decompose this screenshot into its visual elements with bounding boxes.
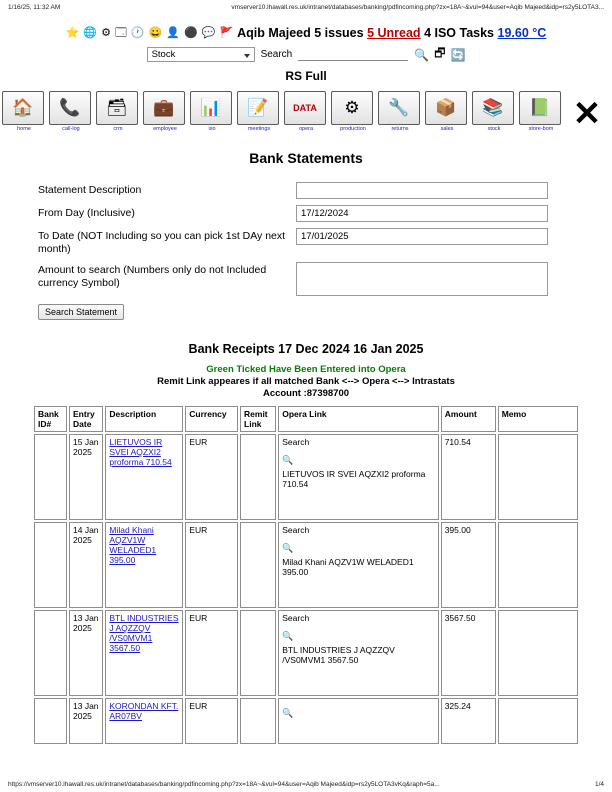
module-store-bom-label: store-bom (528, 126, 554, 132)
cogs-icon: ⚙ (331, 91, 373, 125)
briefcase-icon: 💼 (143, 91, 185, 125)
page-title: Bank Statements (249, 150, 363, 166)
module-opera-label: opera (298, 126, 314, 132)
module-opera[interactable] (284, 91, 328, 132)
table-row (34, 698, 578, 744)
form-row-description (38, 182, 574, 199)
module-returns[interactable] (378, 91, 422, 132)
col-amount: Amount (441, 406, 496, 432)
module-stock[interactable] (472, 91, 516, 132)
person-icon[interactable]: 👤 (166, 26, 181, 39)
print-datetime: 1/16/25, 11:32 AM (8, 4, 61, 11)
cell-opera-link[interactable] (278, 698, 438, 744)
opera-match-text: BTL INDUSTRIES J AQZZQV /VS0MVM1 3567.50 (282, 645, 395, 665)
receipts-heading: Bank Receipts 17 Dec 2024 16 Jan 2025 (188, 342, 424, 356)
cell-bank-id (34, 522, 67, 608)
rs-full-label: RS Full (285, 69, 327, 83)
phone-icon: 📞 (49, 91, 91, 125)
opera-search-label[interactable]: Search (282, 525, 310, 535)
gear-icon[interactable]: ⚙ (101, 26, 111, 39)
magnifier-icon[interactable]: 🔍 (282, 455, 294, 465)
module-icon-strip (0, 89, 612, 136)
card-file-icon: 🗃 (96, 91, 138, 125)
label-amount-to-search: Amount to search (Numbers only do not Included currency Symbol) (38, 264, 267, 289)
cell-remit-link[interactable] (240, 610, 276, 696)
description-link[interactable]: LIETUVOS IR SVEI AQZXI2 proforma 710.54 (109, 437, 172, 467)
chat-icon[interactable]: 💬 (201, 26, 216, 39)
account-number: Account :87398700 (262, 388, 350, 399)
cell-entry-date: 13 Jan 2025 (69, 610, 103, 696)
cell-opera-link[interactable] (278, 522, 438, 608)
description-link[interactable]: BTL INDUSTRIES J AQZZQV /VS0MVM1 3567.50 (109, 613, 179, 653)
banner-unread[interactable]: 5 Unread (367, 26, 421, 40)
col-memo: Memo (498, 406, 578, 432)
books-icon: 📚 (472, 91, 514, 125)
module-crm[interactable] (96, 91, 140, 132)
print-footer-url: https://vmserver10.lhawall.res.uk/intranet/databases/banking/pdfincoming.php?zx=18A~&vul=94&user=Aqib Majeed&idp=rs2y5LOTA3vKq&raph=5a... (8, 781, 440, 788)
banner-temperature[interactable]: 19.60 °C (497, 26, 547, 40)
description-link[interactable]: Milad Khani AQZV1W WELADED1 395.00 (109, 525, 157, 565)
cell-description[interactable] (105, 698, 183, 744)
form-row-from-day (38, 205, 574, 222)
statement-search-form (38, 182, 574, 320)
search-label: Search (260, 49, 293, 60)
cell-memo[interactable] (498, 434, 578, 520)
module-call-log-label: call-log (62, 126, 80, 132)
cell-description[interactable] (105, 434, 183, 520)
star-icon[interactable]: ⭐ (65, 26, 80, 39)
banner-tasks: 4 ISO Tasks (424, 26, 495, 40)
table-row (34, 610, 578, 696)
top-toolbar (0, 22, 612, 42)
cell-entry-date: 14 Jan 2025 (69, 522, 103, 608)
cell-bank-id (34, 610, 67, 696)
close-icon: ✕ (572, 97, 602, 131)
module-call-log[interactable] (49, 91, 93, 132)
flag-icon[interactable]: 🚩 (219, 26, 234, 39)
module-meetings[interactable] (237, 91, 281, 132)
cell-remit-link[interactable] (240, 522, 276, 608)
cell-bank-id (34, 434, 67, 520)
cell-amount: 325.24 (441, 698, 496, 744)
banner-issues: 5 issues (314, 26, 364, 40)
module-production-label: production (340, 126, 366, 132)
print-footer (0, 781, 612, 788)
dot-icon[interactable]: ⚫ (184, 26, 198, 39)
status-banner (237, 26, 546, 40)
magnifier-icon[interactable]: 🔍 (282, 631, 294, 641)
module-stock-label: stock (487, 126, 501, 132)
module-production[interactable] (331, 91, 375, 132)
from-day-input[interactable]: 17/12/2024 (296, 205, 548, 222)
cell-remit-link[interactable] (240, 434, 276, 520)
cell-currency: EUR (185, 698, 238, 744)
print-header-url: vmserver10.lhawall.res.uk/intranet/databases/banking/pdfincoming.php?zx=18A~&vul=94&user=Aqib Majeed&idp=rs2y5LOTA3... (231, 4, 604, 11)
globe-icon[interactable]: 🌐 (83, 26, 98, 39)
form-row-to-date (38, 228, 574, 256)
module-iso-label: iso (208, 126, 216, 132)
col-currency: Currency (185, 406, 238, 432)
table-row (34, 522, 578, 608)
opera-match-text: LIETUVOS IR SVEI AQZXI2 proforma 710.54 (282, 469, 426, 489)
cell-amount: 395.00 (441, 522, 496, 608)
opera-search-label[interactable]: Search (282, 437, 310, 447)
module-home[interactable] (2, 91, 46, 132)
module-employee-label: employee (153, 126, 177, 132)
print-page-number: 1/4 (594, 781, 604, 788)
banner-user: Aqib Majeed (237, 26, 311, 40)
cell-description[interactable] (105, 522, 183, 608)
opera-data-icon: DATA (284, 91, 326, 125)
page-content (0, 22, 612, 746)
opera-match-text: Milad Khani AQZV1W WELADED1 395.00 (282, 557, 414, 577)
label-statement-description: Statement Description (38, 184, 142, 196)
module-close[interactable] (566, 97, 610, 132)
cell-entry-date: 13 Jan 2025 (69, 698, 103, 744)
cell-memo[interactable] (498, 522, 578, 608)
table-header-row (34, 406, 578, 432)
module-sales[interactable] (425, 91, 469, 132)
wrench-icon: 🔧 (378, 91, 420, 125)
module-home-label: home (17, 126, 31, 132)
green-ticked-note: Green Ticked Have Been Entered into Opera (206, 364, 406, 375)
iso-icon: 📊 (190, 91, 232, 125)
opera-search-label[interactable]: Search (282, 613, 310, 623)
to-date-input[interactable]: 17/01/2025 (296, 228, 548, 245)
col-description: Description (105, 406, 183, 432)
magnifier-icon[interactable]: 🔍 (414, 47, 430, 62)
col-remit-link: Remit Link (240, 406, 276, 432)
form-row-amount (38, 262, 574, 296)
grid-icon[interactable]: 🗔 (114, 26, 127, 39)
refresh-icon[interactable]: 🔄 (450, 47, 466, 62)
stock-select[interactable]: Stock (147, 47, 255, 62)
cell-amount: 710.54 (441, 434, 496, 520)
cell-memo[interactable] (498, 698, 578, 744)
cell-amount: 3567.50 (441, 610, 496, 696)
book-icon: 📗 (519, 91, 561, 125)
description-link[interactable]: KORONDAN KFT. AR07BV (109, 701, 179, 721)
clock-icon[interactable]: 🕐 (130, 26, 145, 39)
module-crm-label: crm (113, 126, 123, 132)
module-store-bom[interactable] (519, 91, 563, 132)
notes-icon: 📝 (237, 91, 279, 125)
label-from-day: From Day (Inclusive) (38, 207, 135, 219)
smiley-icon[interactable]: 😀 (148, 26, 163, 39)
cell-entry-date: 15 Jan 2025 (69, 434, 103, 520)
cell-currency: EUR (185, 610, 238, 696)
module-returns-label: returns (391, 126, 409, 132)
print-header (0, 4, 612, 11)
statement-description-input[interactable] (296, 182, 548, 199)
cell-description[interactable] (105, 610, 183, 696)
col-entry-date: Entry Date (69, 406, 103, 432)
cell-remit-link[interactable] (240, 698, 276, 744)
amount-to-search-input[interactable] (296, 262, 548, 296)
box-icon: 📦 (425, 91, 467, 125)
table-row (34, 434, 578, 520)
cell-opera-link[interactable] (278, 610, 438, 696)
search-input[interactable] (298, 49, 408, 61)
cell-currency: EUR (185, 522, 238, 608)
home-icon: 🏠 (2, 91, 44, 125)
cell-opera-link[interactable] (278, 434, 438, 520)
module-employee[interactable] (143, 91, 187, 132)
search-bar (0, 42, 612, 67)
module-meetings-label: meetings (247, 126, 271, 132)
bank-receipts-table (32, 404, 580, 746)
magnifier-icon[interactable]: 🔍 (282, 708, 294, 718)
cell-memo[interactable] (498, 610, 578, 696)
label-to-date: To Date (NOT Including so you can pick 1st DAy next month) (38, 230, 286, 255)
cell-currency: EUR (185, 434, 238, 520)
cell-bank-id (34, 698, 67, 744)
remit-link-note: Remit Link appeares if all matched Bank <--> Opera <--> Intrastats (157, 376, 455, 387)
module-iso[interactable] (190, 91, 234, 132)
module-sales-label: sales (440, 126, 454, 132)
col-bank-id: Bank ID# (34, 406, 67, 432)
magnifier-icon[interactable]: 🔍 (282, 543, 294, 553)
col-opera-link: Opera Link (278, 406, 438, 432)
external-link-icon[interactable]: 🗗 (434, 46, 446, 60)
search-statement-button[interactable]: Search Statement (38, 304, 124, 320)
